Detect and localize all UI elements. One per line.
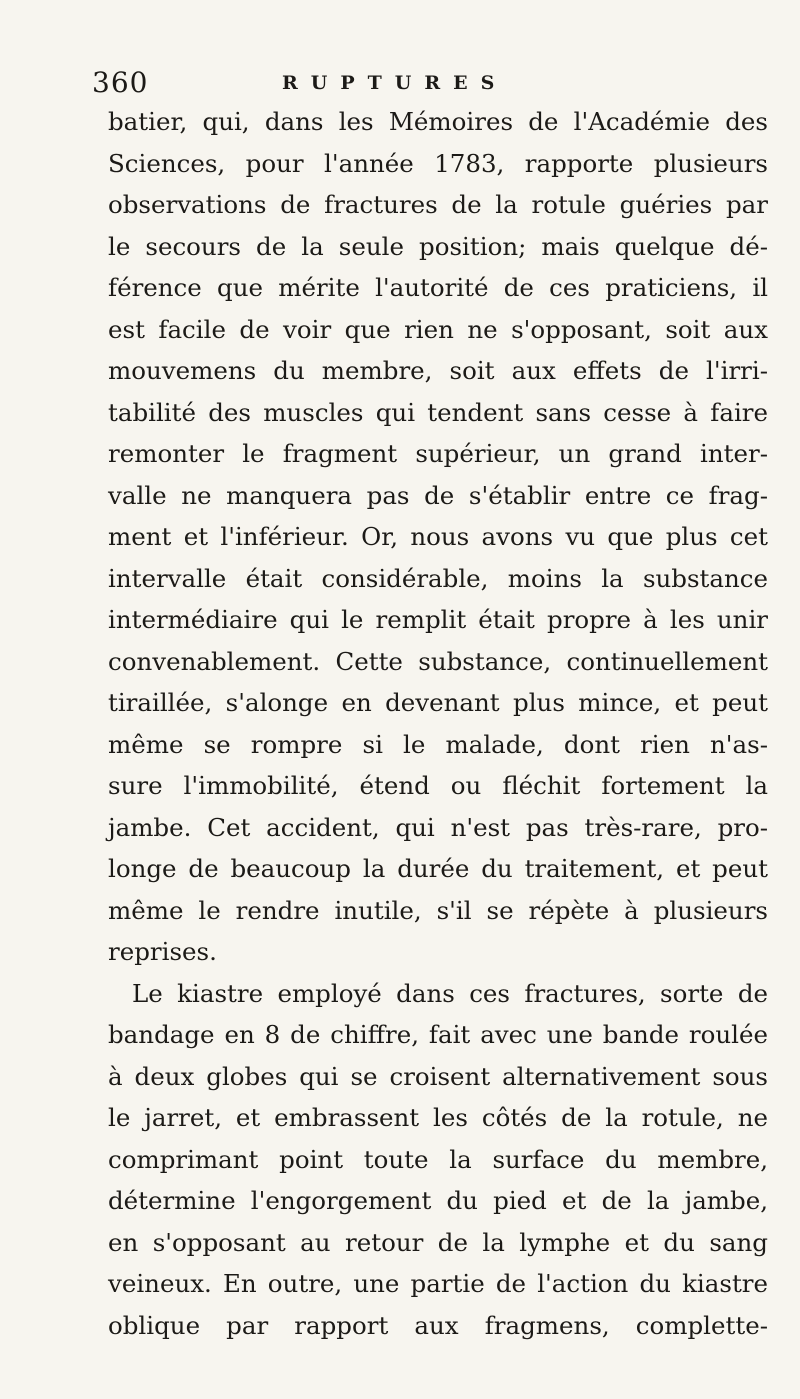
text-line: ment et l'inférieur. Or, nous avons vu que plus cet — [108, 522, 768, 551]
text-line: est facile de voir que rien ne s'opposant, soit aux — [108, 314, 768, 344]
text-line: tabilité des muscles qui tendent sans cesse à faire — [108, 397, 768, 427]
running-title: RUPTURES — [282, 72, 508, 94]
text-line: détermine l'engorgement du pied et de la jambe, — [108, 1186, 768, 1215]
text-line: à deux globes qui se croisent alternativement sous — [108, 1061, 768, 1091]
text-line: mouvemens du membre, soit aux effets de l'irri- — [108, 356, 768, 385]
text-line: reprises. — [108, 937, 217, 966]
text-line: en s'opposant au retour de la lymphe et du sang — [108, 1227, 768, 1257]
text-line: observations de fractures de la rotule guéries par — [108, 190, 768, 219]
text-line: comprimant point toute la surface du membre, — [108, 1144, 768, 1174]
text-line: convenablement. Cette substance, continuellement — [108, 646, 768, 676]
text-line: le jarret, et embrassent les côtés de la rotule, ne — [108, 1103, 768, 1132]
text-line: sure l'immobilité, étend ou fléchit fortement la — [108, 771, 768, 800]
text-line: jambe. Cet accident, qui n'est pas très-rare, pro- — [108, 812, 768, 842]
paragraph-first-line: Le kiastre employé dans ces fractures, sorte de — [132, 978, 768, 1008]
text-line: intervalle était considérable, moins la substance — [108, 563, 768, 593]
text-line: veineux. En outre, une partie de l'action du kiastre — [108, 1269, 768, 1298]
text-line: même le rendre inutile, s'il se répète à plusieurs — [108, 895, 768, 925]
text-line: oblique par rapport aux fragmens, complette- — [108, 1310, 768, 1340]
text-line: batier, qui, dans les Mémoires de l'Académie des — [108, 107, 768, 136]
text-line: intermédiaire qui le remplit était propre à les unir — [108, 605, 768, 634]
text-line: valle ne manquera pas de s'établir entre ce frag- — [108, 480, 768, 510]
text-line: férence que mérite l'autorité de ces praticiens, il — [108, 273, 768, 302]
text-line: tiraillée, s'alonge en devenant plus mince, et peut — [108, 688, 768, 717]
text-line: le secours de la seule position; mais quelque dé- — [108, 231, 768, 261]
text-line: longe de beaucoup la durée du traitement, et peut — [108, 854, 768, 883]
page-header — [92, 66, 732, 106]
page-number: 360 — [92, 66, 149, 99]
text-line: même se rompre si le malade, dont rien n'as- — [108, 729, 768, 759]
body-text — [108, 101, 768, 1346]
text-line: remonter le fragment supérieur, un grand inter- — [108, 439, 768, 468]
text-line: bandage en 8 de chiffre, fait avec une bande roulée — [108, 1020, 768, 1049]
text-line: Sciences, pour l'année 1783, rapporte plusieurs — [108, 148, 768, 178]
